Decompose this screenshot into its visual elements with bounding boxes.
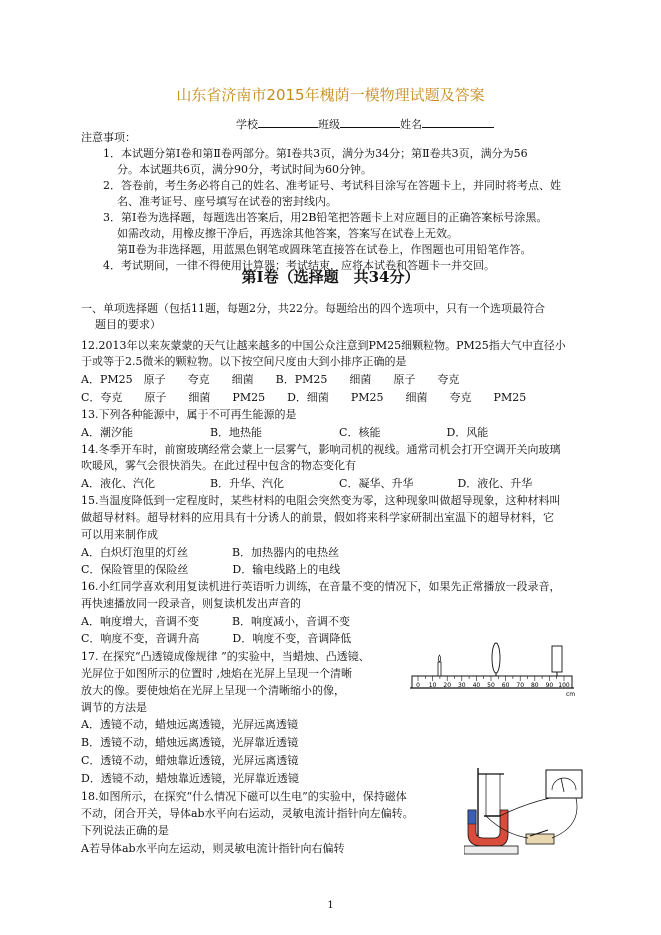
q14-options: A．液化、汽化 B．升华、汽化 C．凝华、升华 D．液化、升华 (81, 477, 533, 490)
note-line: 第Ⅱ卷为非选择题，用蓝黑色钢笔或圆珠笔直接答在试卷上，作图题也可用铅笔作答。 (117, 243, 532, 256)
section-title: 第Ⅰ卷（选择题 共34分） (241, 268, 420, 286)
part-instruction: 一、单项选择题（包括11题，每题2分，共22分。每题给出的四个选项中，只有一个选项最符合 (81, 302, 545, 315)
q18-stem: 不动，闭合开关，导体ab水平向右运动，灵敏电流计指针向左偏转。 (81, 807, 414, 820)
q17-stem: 17. 在探究“凸透镜成像规律 ”的实验中，当蜡烛、凸透镜、 (81, 650, 370, 663)
note-line: 4．考试期间，一律不得使用计算器；考试结束，应将本试卷和答题卡一并交回。 (103, 259, 495, 272)
ruler-unit: cm (566, 691, 576, 698)
q12-stem: 于或等于2.5微米的颗粒物。以下按空间尺度由大到小排序正确的是 (81, 355, 407, 368)
ruler-tick-label: 40 (472, 682, 481, 689)
ruler-tick-label: 30 (457, 682, 466, 689)
q15-option: A．白炽灯泡里的灯丝 B．加热器内的电热丝 (81, 546, 340, 559)
ruler-tick-label: 70 (516, 682, 525, 689)
ruler-tick-label: 20 (443, 682, 452, 689)
name-blank (422, 117, 494, 128)
q17-stem: 放大的像。要使烛焰在光屏上呈现一个清晰缩小的像， (81, 684, 345, 697)
q17-stem: 光屏位于如图所示的位置时 ,烛焰在光屏上呈现一个清晰 (81, 667, 352, 680)
q17-option: A．透镜不动，蜡烛远离透镜，光屏远离透镜 (81, 718, 298, 731)
ruler-tick-label: 10 (428, 682, 437, 689)
magnet-pole-n (468, 810, 476, 824)
candle (438, 662, 441, 676)
circuit-wire (552, 798, 577, 838)
ruler-tick-label: 100 (558, 682, 570, 689)
q15-option: C．保险管里的保险丝 D．输电线路上的电线 (81, 563, 341, 576)
q12-option: C．夸克 原子 细菌 PM25 D．细菌 PM25 细菌 夸克 PM25 (81, 391, 527, 404)
note-line: 名、准考证号、座号填写在试卷的密封线内。 (117, 195, 337, 208)
school-blank (258, 117, 318, 128)
q17-option: B．透镜不动，蜡烛远离透镜，光屏靠近透镜 (81, 736, 299, 749)
q18-stem: 下列说法正确的是 (81, 824, 169, 837)
optical-bench-figure (408, 640, 576, 698)
q12-stem: 12.2013年以来灰蒙蒙的天气让越来越多的中国公众注意到PM25细颗粒物。PM25指大气中直径小 (81, 339, 566, 352)
ruler-tick-label: 0 (416, 682, 420, 689)
candle-flame (438, 655, 441, 662)
q14-stem: 14.冬季开车时，前窗玻璃经常会蒙上一层雾气，影响司机的视线。通常司机会打开空调开关向玻璃 (81, 443, 561, 456)
notes-header: 注意事项： (81, 131, 136, 144)
note-line: 2．答卷前，考生务必将自己的姓名、准考证号、考试科目涂写在答题卡上，并同时将考点、姓 (103, 179, 561, 192)
note-line: 1．本试题分第Ⅰ卷和第Ⅱ卷两部分。第Ⅰ卷共3页，满分为34分；第Ⅱ卷共3页，满分为56 (103, 147, 528, 160)
q17-option: D．透镜不动，蜡烛靠近透镜，光屏靠近透镜 (81, 772, 299, 785)
q14-stem: 吹暖风，雾气会很快消失。在此过程中包含的物态变化有 (81, 459, 356, 472)
note-line: 3．第Ⅰ卷为选择题，每题选出答案后，用2B铅笔把答题卡上对应题目的正确答案标号涂黑。 (103, 211, 548, 224)
q15-stem: 可以用来制作成 (81, 528, 158, 541)
ruler-tick-label: 90 (545, 682, 554, 689)
part-instruction: 题目的要求） (95, 318, 161, 331)
galvanometer (546, 770, 582, 798)
student-info-line (236, 116, 494, 132)
q18-stem: 18.如图所示，在探究“什么情况下磁可以生电”的实验中，保持磁体 (81, 790, 407, 803)
q16-option: A．响度增大，音调不变 B．响度减小，音调不变 (81, 615, 351, 628)
page-title: 山东省济南市2015年槐荫一模物理试题及答案 (176, 86, 485, 104)
stand-base (464, 846, 518, 854)
class-blank (340, 117, 400, 128)
ruler-tick-label: 60 (501, 682, 510, 689)
class-label: 班级 (318, 118, 340, 131)
name-label: 姓名 (400, 118, 422, 131)
q12-option: A．PM25 原子 夸克 细菌 B．PM25 细菌 原子 夸克 (81, 373, 460, 386)
q15-stem: 15.当温度降低到一定程度时，某些材料的电阻会突然变为零，这种现象叫做超导现象，这种材料叫 (81, 494, 561, 507)
q17-stem: 调节的方法是 (81, 701, 147, 714)
q17-option: C．透镜不动，蜡烛靠近透镜，光屏远离透镜 (81, 754, 299, 767)
induction-experiment-figure (464, 764, 586, 864)
q13-stem: 13.下列各种能源中，属于不可再生能源的是 (81, 408, 297, 421)
ruler-tick-label: 80 (530, 682, 539, 689)
q18-option: A若导体ab水平向左运动，则灵敏电流计指针向右偏转 (81, 842, 345, 855)
q15-stem: 做超导材料。超导材料的应用具有十分诱人的前景，假如将来科学家研制出室温下的超导材料，它 (81, 511, 554, 524)
note-line: 如需改动，用橡皮擦干净后，再选涂其他答案，答案写在试卷上无效。 (117, 227, 458, 240)
light-screen (552, 646, 562, 672)
q13-options: A．潮汐能 B．地热能 C．核能 D．风能 (81, 426, 489, 439)
convex-lens (492, 643, 500, 673)
school-label: 学校 (236, 118, 258, 131)
note-line: 分。本试题共6页，满分90分，考试时间为60分钟。 (117, 163, 372, 176)
q16-stem: 16.小红同学喜欢利用复读机进行英语听力训练，在音量不变的情况下，如果先正常播放一段录音， (81, 580, 561, 593)
q16-stem: 再快速播放同一段录音，则复读机发出声音的 (81, 597, 301, 610)
q16-option: C．响度不变，音调升高 D．响度不变，音调降低 (81, 632, 352, 645)
page-number: 1 (327, 900, 334, 911)
ruler-tick-label: 50 (487, 682, 495, 689)
